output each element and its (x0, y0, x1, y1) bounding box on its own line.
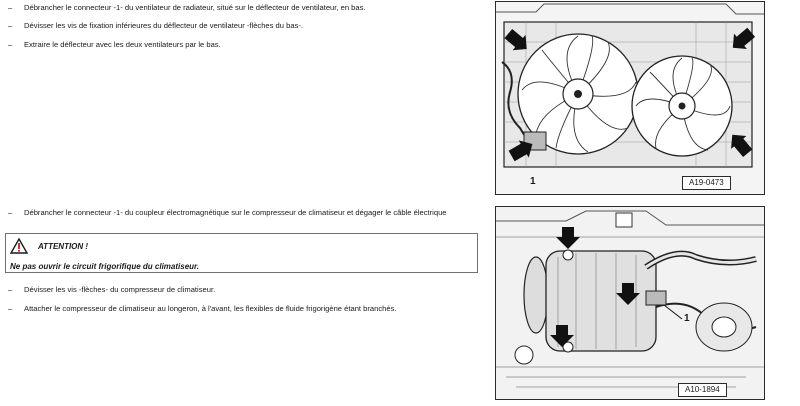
step-dash: – (8, 21, 13, 30)
step-item (8, 304, 478, 314)
step-text: Dévisser les vis de fixation inférieures du déflecteur de ventilateur -flèches du bas-. (24, 21, 303, 30)
compressor-illustration (496, 207, 765, 400)
compressor-figure (495, 206, 765, 400)
step-text: Débrancher le connecteur -1- du ventilateur de radiateur, situé sur le déflecteur de ventilateur, en bas. (24, 3, 366, 12)
warning-body: Ne pas ouvrir le circuit frigorifique du climatiseur. (10, 262, 199, 271)
step-dash: – (8, 40, 13, 49)
step-dash: – (8, 285, 13, 294)
figure-reference: A10-1894 (678, 383, 727, 397)
step-item (8, 40, 478, 50)
step-item (8, 208, 478, 218)
step-dash: – (8, 208, 13, 217)
step-item (8, 3, 478, 13)
warning-triangle-icon (10, 238, 28, 254)
callout-label: 1 (530, 176, 536, 187)
fan-shroud-illustration (496, 2, 765, 195)
step-text: Attacher le compresseur de climatiseur au longeron, à l'avant, les flexibles de fluide frigorigène étant branchés. (24, 304, 397, 313)
step-item (8, 21, 478, 31)
step-text: Dévisser les vis -flèches- du compresseur de climatiseur. (24, 285, 216, 294)
step-item (8, 285, 478, 295)
fan-shroud-figure (495, 1, 765, 195)
step-dash: – (8, 304, 13, 313)
warning-box (5, 233, 478, 273)
callout-label: 1 (684, 313, 690, 324)
figure-reference: A19-0473 (682, 176, 731, 190)
step-text: Débrancher le connecteur -1- du coupleur électromagnétique sur le compresseur de climatiseur et dégager le câble électrique (24, 208, 447, 217)
warning-header (10, 238, 88, 254)
step-dash: – (8, 3, 13, 12)
warning-title: ATTENTION ! (38, 241, 89, 251)
step-text: Extraire le déflecteur avec les deux ventilateurs par le bas. (24, 40, 221, 49)
